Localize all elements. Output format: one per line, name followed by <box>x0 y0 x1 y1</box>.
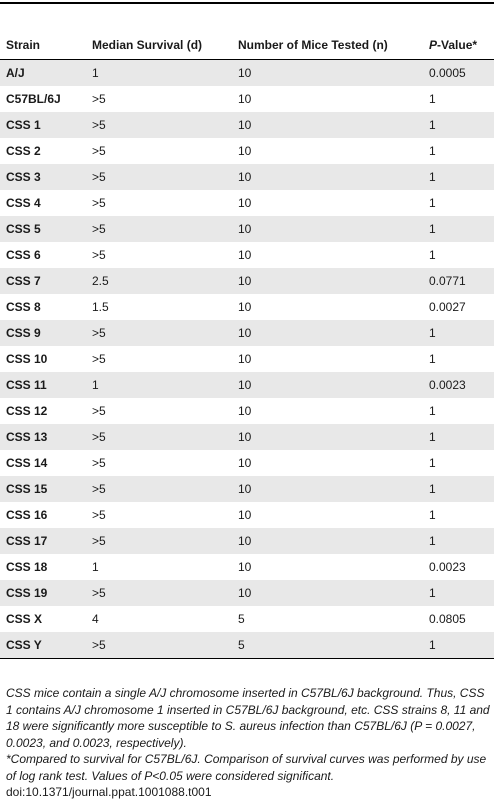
cell-median-survival: >5 <box>86 502 232 528</box>
cell-median-survival: >5 <box>86 138 232 164</box>
cell-median-survival: >5 <box>86 346 232 372</box>
cell-mice-tested: 10 <box>232 476 423 502</box>
table-row <box>0 632 494 659</box>
header-p-value <box>423 31 494 60</box>
cell-mice-tested: 10 <box>232 372 423 398</box>
cell-p-value: 0.0771 <box>423 268 494 294</box>
cell-mice-tested: 10 <box>232 86 423 112</box>
cell-strain: CSS 12 <box>0 398 86 424</box>
cell-p-value: 1 <box>423 528 494 554</box>
cell-mice-tested: 10 <box>232 320 423 346</box>
table-caption: CSS mice contain a single A/J chromosome inserted in C57BL/6J background. Thus, CSS 1 contains A/J chromosome 1 inserted in C57BL/6J background, etc. CSS strains 8, 11 and 18 were significantly more susceptible to S. aureus infection than C57BL/6J (P = 0.0027, 0.0023, and 0.0023, respectively). <box>6 686 490 750</box>
cell-median-survival: 1 <box>86 372 232 398</box>
cell-strain: CSS 3 <box>0 164 86 190</box>
table-row <box>0 294 494 320</box>
cell-strain: CSS 15 <box>0 476 86 502</box>
cell-mice-tested: 10 <box>232 346 423 372</box>
cell-strain: CSS 16 <box>0 502 86 528</box>
table-row <box>0 424 494 450</box>
cell-strain: CSS Y <box>0 632 86 659</box>
table-row <box>0 216 494 242</box>
table-row <box>0 190 494 216</box>
cell-mice-tested: 10 <box>232 398 423 424</box>
cell-median-survival: >5 <box>86 528 232 554</box>
cell-p-value: 1 <box>423 424 494 450</box>
cell-median-survival: >5 <box>86 164 232 190</box>
survival-table <box>0 31 494 659</box>
cell-p-value: 1 <box>423 86 494 112</box>
cell-p-value: 0.0805 <box>423 606 494 632</box>
cell-strain: CSS 6 <box>0 242 86 268</box>
table-row <box>0 60 494 87</box>
cell-mice-tested: 10 <box>232 268 423 294</box>
cell-mice-tested: 10 <box>232 528 423 554</box>
cell-median-survival: >5 <box>86 580 232 606</box>
cell-strain: CSS 4 <box>0 190 86 216</box>
cell-strain: CSS 19 <box>0 580 86 606</box>
cell-strain: CSS 10 <box>0 346 86 372</box>
cell-strain: CSS 2 <box>0 138 86 164</box>
table-row <box>0 86 494 112</box>
cell-median-survival: >5 <box>86 632 232 659</box>
cell-strain: CSS 8 <box>0 294 86 320</box>
table-row <box>0 112 494 138</box>
table-body <box>0 60 494 659</box>
cell-median-survival: >5 <box>86 320 232 346</box>
header-p-suffix: -Value* <box>437 38 478 52</box>
cell-median-survival: 2.5 <box>86 268 232 294</box>
header-strain: Strain <box>0 31 86 60</box>
header-row <box>0 31 494 60</box>
cell-mice-tested: 10 <box>232 242 423 268</box>
table-row <box>0 242 494 268</box>
cell-median-survival: >5 <box>86 450 232 476</box>
cell-median-survival: 4 <box>86 606 232 632</box>
cell-p-value: 1 <box>423 190 494 216</box>
table-row <box>0 554 494 580</box>
table-row <box>0 346 494 372</box>
cell-p-value: 1 <box>423 346 494 372</box>
cell-strain: CSS 18 <box>0 554 86 580</box>
table-row <box>0 320 494 346</box>
cell-p-value: 1 <box>423 476 494 502</box>
cell-p-value: 1 <box>423 580 494 606</box>
header-p-letter: P <box>429 38 438 52</box>
cell-median-survival: 1 <box>86 60 232 87</box>
table-row <box>0 398 494 424</box>
cell-mice-tested: 10 <box>232 424 423 450</box>
table-row <box>0 502 494 528</box>
cell-p-value: 1 <box>423 450 494 476</box>
cell-p-value: 1 <box>423 398 494 424</box>
cell-p-value: 0.0023 <box>423 372 494 398</box>
table-row <box>0 476 494 502</box>
cell-median-survival: 1.5 <box>86 294 232 320</box>
cell-mice-tested: 5 <box>232 606 423 632</box>
cell-median-survival: >5 <box>86 424 232 450</box>
cell-p-value: 1 <box>423 138 494 164</box>
cell-mice-tested: 10 <box>232 502 423 528</box>
cell-median-survival: >5 <box>86 112 232 138</box>
cell-mice-tested: 10 <box>232 216 423 242</box>
cell-strain: C57BL/6J <box>0 86 86 112</box>
cell-strain: CSS 5 <box>0 216 86 242</box>
table-row <box>0 268 494 294</box>
cell-p-value: 1 <box>423 216 494 242</box>
cell-p-value: 0.0005 <box>423 60 494 87</box>
cell-strain: CSS 17 <box>0 528 86 554</box>
cell-mice-tested: 10 <box>232 138 423 164</box>
cell-mice-tested: 10 <box>232 164 423 190</box>
cell-mice-tested: 10 <box>232 554 423 580</box>
cell-p-value: 1 <box>423 502 494 528</box>
top-rule <box>0 2 494 4</box>
cell-mice-tested: 10 <box>232 450 423 476</box>
cell-median-survival: 1 <box>86 554 232 580</box>
cell-strain: CSS 9 <box>0 320 86 346</box>
cell-median-survival: >5 <box>86 216 232 242</box>
cell-median-survival: >5 <box>86 398 232 424</box>
cell-mice-tested: 10 <box>232 190 423 216</box>
header-median-survival: Median Survival (d) <box>86 31 232 60</box>
cell-median-survival: >5 <box>86 476 232 502</box>
cell-strain: CSS 11 <box>0 372 86 398</box>
table-row <box>0 528 494 554</box>
table-notes <box>6 685 490 801</box>
cell-median-survival: >5 <box>86 242 232 268</box>
cell-p-value: 0.0023 <box>423 554 494 580</box>
cell-mice-tested: 10 <box>232 294 423 320</box>
cell-strain: CSS 14 <box>0 450 86 476</box>
table-row <box>0 372 494 398</box>
cell-median-survival: >5 <box>86 190 232 216</box>
table-row <box>0 450 494 476</box>
cell-p-value: 1 <box>423 320 494 346</box>
cell-strain: CSS 7 <box>0 268 86 294</box>
cell-mice-tested: 10 <box>232 580 423 606</box>
table-row <box>0 164 494 190</box>
cell-median-survival: >5 <box>86 86 232 112</box>
cell-p-value: 1 <box>423 164 494 190</box>
cell-p-value: 0.0027 <box>423 294 494 320</box>
header-mice-tested: Number of Mice Tested (n) <box>232 31 423 60</box>
cell-strain: CSS 1 <box>0 112 86 138</box>
cell-p-value: 1 <box>423 632 494 659</box>
cell-mice-tested: 5 <box>232 632 423 659</box>
table-row <box>0 580 494 606</box>
cell-mice-tested: 10 <box>232 112 423 138</box>
cell-mice-tested: 10 <box>232 60 423 87</box>
table-footnote: *Compared to survival for C57BL/6J. Comparison of survival curves was performed by use of log rank test. Values of P<0.05 were considered significant. <box>6 752 487 783</box>
table-row <box>0 606 494 632</box>
table-row <box>0 138 494 164</box>
doi-line: doi:10.1371/journal.ppat.1001088.t001 <box>6 785 212 799</box>
cell-strain: CSS 13 <box>0 424 86 450</box>
cell-strain: CSS X <box>0 606 86 632</box>
cell-p-value: 1 <box>423 112 494 138</box>
cell-strain: A/J <box>0 60 86 87</box>
cell-p-value: 1 <box>423 242 494 268</box>
